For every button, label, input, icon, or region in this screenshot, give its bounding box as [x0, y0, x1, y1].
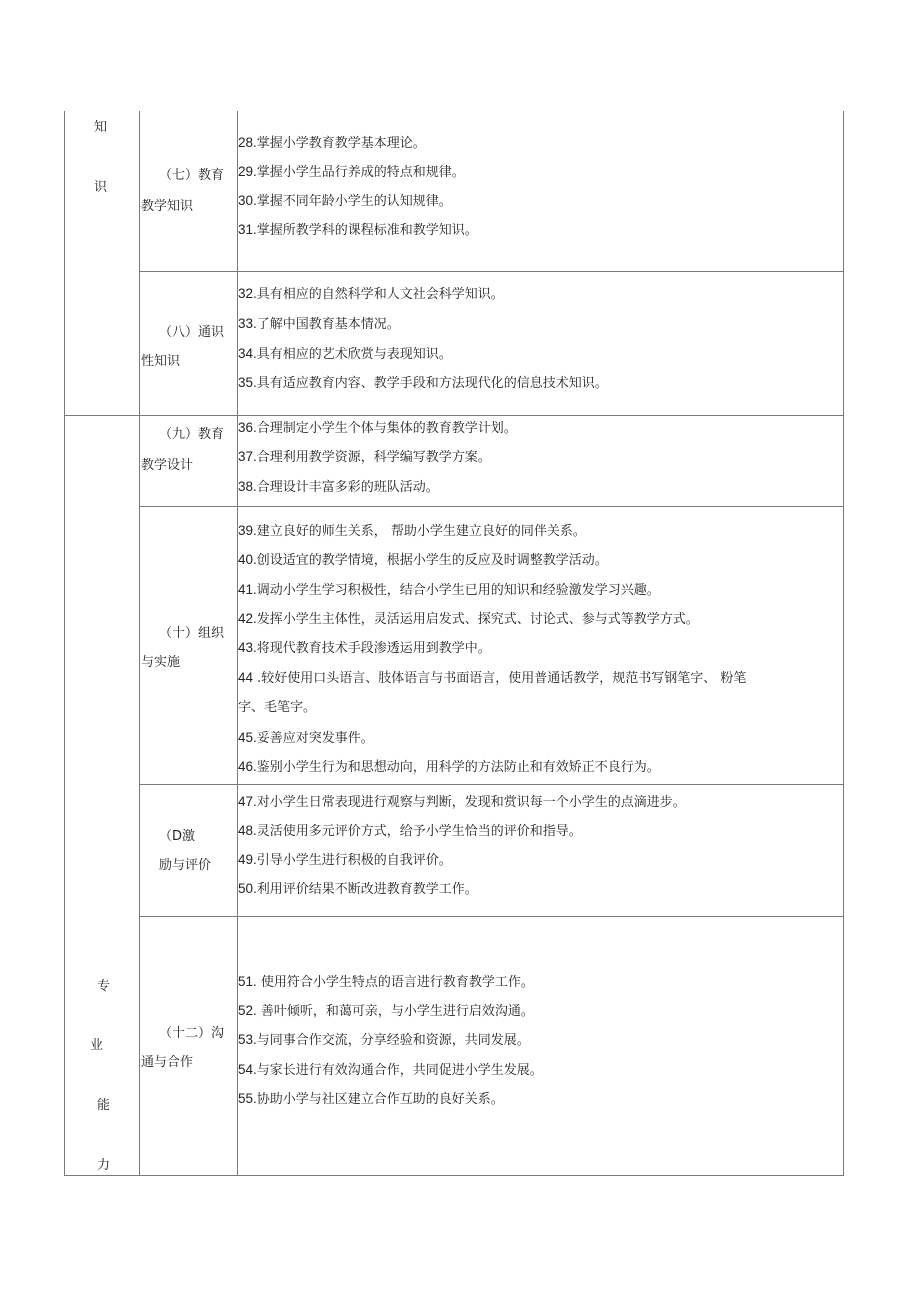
list-item: 55.协助小学与社区建立合作互助的良好关系。	[238, 1091, 504, 1107]
group-name: 教学设计	[141, 458, 194, 473]
group-name: 通与合作	[141, 1055, 194, 1070]
list-item-continuation: 字、毛笔字。	[238, 700, 317, 715]
list-item: 49.引导小学生进行积极的自我评价。	[238, 852, 452, 868]
list-item: 51. 使用符合小学生特点的语言进行教育教学工作。	[238, 974, 534, 990]
list-item: 48.灵活使用多元评价方式，给予小学生恰当的评价和指导。	[238, 823, 582, 839]
group-name: （十二）沟	[159, 1026, 225, 1041]
list-item: 35.具有适应教育内容、教学手段和方法现代化的信息技术知识。	[238, 375, 608, 391]
category-char: 业	[90, 1038, 104, 1053]
category-char: 知	[94, 120, 108, 135]
list-item: 54.与家长进行有效沟通合作，共同促进小学生发展。	[238, 1062, 543, 1078]
list-item: 37.合理利用教学资源，科学编写教学方案。	[238, 449, 491, 465]
category-char: 力	[97, 1158, 111, 1173]
list-item: 40.创设适宜的教学情境，根据小学生的反应及时调整教学活动。	[238, 552, 608, 568]
list-item: 39.建立良好的师生关系， 帮助小学生建立良好的同伴关系。	[238, 523, 586, 539]
table-border-bottom	[64, 1175, 844, 1176]
group-name: （D激	[159, 829, 196, 844]
list-item: 29.掌握小学生品行养成的特点和规律。	[238, 164, 465, 180]
table-border-left	[64, 111, 65, 1176]
list-item: 36.合理制定小学生个体与集体的教育教学计划。	[238, 420, 517, 436]
list-item: 41.调动小学生学习积极性，结合小学生已用的知识和经验激发学习兴趣。	[238, 582, 660, 598]
row-divider	[139, 506, 844, 507]
list-item: 43.将现代教育技术手段渗透运用到教学中。	[238, 640, 491, 656]
list-item: 44 .较好使用口头语言、肢体语言与书面语言，使用普通话教学，规范书写钢笔字、 粉笔	[238, 670, 747, 686]
row-divider	[139, 916, 844, 917]
group-name: （七）教育	[159, 168, 225, 183]
group-name: （八）通识	[159, 325, 225, 340]
row-divider	[139, 784, 844, 785]
group-name: 教学知识	[141, 199, 194, 214]
group-name: 励与评价	[159, 858, 212, 873]
group-name: （十）组织	[159, 626, 225, 641]
list-item: 50.利用评价结果不断改进教育教学工作。	[238, 881, 478, 897]
list-item: 52. 善叶倾听，和蔼可亲，与小学生进行启效沟通。	[238, 1003, 534, 1019]
list-item: 47.对小学生日常表现进行观察与判断，发现和赏识每一个小学生的点滴进步。	[238, 794, 686, 810]
group-name: 与实施	[141, 655, 181, 670]
list-item: 31.掌握所教学科的课程标准和教学知识。	[238, 222, 478, 238]
list-item: 30.掌握不同年龄小学生的认知规律。	[238, 193, 452, 209]
category-char: 能	[97, 1098, 111, 1113]
list-item: 34.具有相应的艺术欣赏与表现知识。	[238, 346, 452, 362]
list-item: 33.了解中国教育基本情况。	[238, 316, 400, 332]
row-divider	[64, 415, 844, 416]
list-item: 28.掌握小学教育教学基本理论。	[238, 135, 426, 151]
category-char: 识	[94, 180, 108, 195]
list-item: 32.具有相应的自然科学和人文社会科学知识。	[238, 286, 504, 302]
row-divider	[139, 271, 844, 272]
list-item: 45.妥善应对突发事件。	[238, 730, 374, 746]
category-char: 专	[97, 979, 111, 994]
list-item: 42.发挥小学生主体性，灵活运用启发式、探究式、讨论式、参与式等教学方式。	[238, 611, 699, 627]
group-name: （九）教育	[159, 427, 225, 442]
group-name: 性知识	[141, 354, 181, 369]
list-item: 46.鉴别小学生行为和思想动向，用科学的方法防止和有效矫正不良行为。	[238, 759, 660, 775]
list-item: 38.合理设计丰富多彩的班队活动。	[238, 479, 439, 495]
list-item: 53.与同事合作交流，分享经验和资源，共同发展。	[238, 1032, 530, 1048]
